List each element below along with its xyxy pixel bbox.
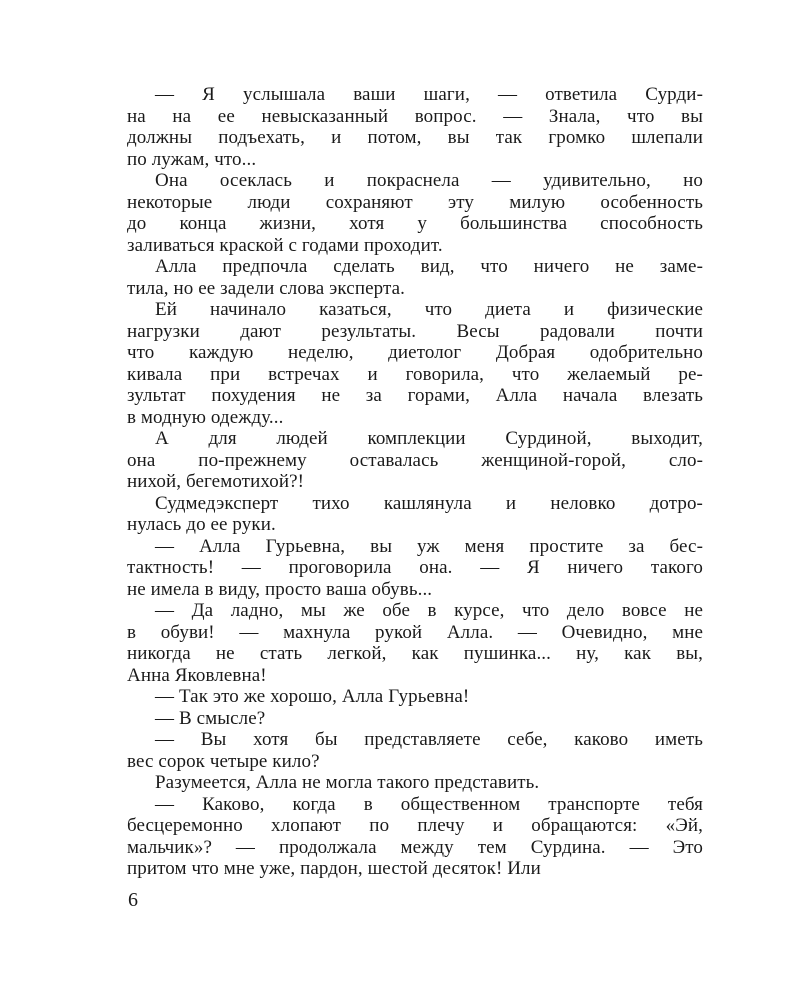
text-line: нулась до ее руки. <box>127 514 276 535</box>
text-line: вес сорок четыре кило? <box>127 750 320 772</box>
paragraph <box>127 708 703 730</box>
text-line: Анна Яковлевна! <box>127 664 267 686</box>
text-line: притом что мне уже, пардон, шестой десяток! Или <box>127 858 541 879</box>
paragraph <box>127 686 703 708</box>
text-line: Алла предпочла сделать вид, что ничего не заме- <box>155 256 703 277</box>
text-line: на на ее невысказанный вопрос. — Знала, что вы <box>127 105 703 127</box>
paragraph <box>127 772 703 794</box>
paragraph <box>127 536 703 601</box>
text-line: Она осеклась и покраснела — удивительно, но <box>155 170 703 191</box>
text-line: она по-прежнему оставалась женщиной-горой, сло- <box>127 449 703 471</box>
text-line: А для людей комплекции Сурдиной, выходит, <box>155 428 703 449</box>
paragraph <box>127 428 703 493</box>
page-number: 6 <box>128 889 138 911</box>
text-line: — Так это же хорошо, Алла Гурьевна! <box>155 686 470 707</box>
text-line: — Алла Гурьевна, вы уж меня простите за бес- <box>155 535 703 557</box>
text-block <box>127 84 703 880</box>
paragraph <box>127 729 703 772</box>
paragraph <box>127 256 703 299</box>
text-line: бесцеремонно хлопают по плечу и обращаются: «Эй, <box>127 815 703 836</box>
text-line: Судмедэксперт тихо кашлянула и неловко дотро- <box>155 492 703 514</box>
paragraph <box>127 84 703 170</box>
text-line: тактность! — проговорила она. — Я ничего такого <box>127 557 703 578</box>
paragraph <box>127 794 703 880</box>
text-line: Ей начинало казаться, что диета и физические <box>155 299 703 320</box>
text-line: — В смысле? <box>155 707 266 729</box>
text-line: — Каково, когда в общественном транспорте тебя <box>155 793 703 815</box>
paragraph <box>127 170 703 256</box>
text-line: нагрузки дают результаты. Весы радовали почти <box>127 320 703 342</box>
paragraph <box>127 493 703 536</box>
text-line: Разумеется, Алла не могла такого представить. <box>155 772 540 793</box>
text-line: тила, но ее задели слова эксперта. <box>127 277 405 299</box>
text-line: нихой, бегемотихой?! <box>127 471 305 492</box>
text-line: в модную одежду... <box>127 406 284 428</box>
text-line: — Вы хотя бы представляете себе, каково иметь <box>155 729 703 750</box>
text-line: мальчик»? — продолжала между тем Сурдина. — Это <box>127 836 703 858</box>
paragraph <box>127 600 703 686</box>
text-line: зультат похудения не за горами, Алла начала влезать <box>127 385 703 406</box>
text-line: до конца жизни, хотя у большинства способность <box>127 213 703 234</box>
text-line: — Я услышала ваши шаги, — ответила Сурди- <box>155 84 703 105</box>
text-line: что каждую неделю, диетолог Добрая одобрительно <box>127 342 703 363</box>
text-line: не имела в виду, просто ваша обувь... <box>127 578 433 600</box>
text-line: в обуви! — махнула рукой Алла. — Очевидно, мне <box>127 621 703 643</box>
paragraph <box>127 299 703 428</box>
text-line: некоторые люди сохраняют эту милую особенность <box>127 191 703 213</box>
text-line: должны подъехать, и потом, вы так громко шлепали <box>127 127 703 148</box>
text-line: кивала при встречах и говорила, что желаемый ре- <box>127 363 703 385</box>
text-line: по лужам, что... <box>127 148 257 170</box>
text-line: никогда не стать легкой, как пушинка... ну, как вы, <box>127 643 703 664</box>
text-line: заливаться краской с годами проходит. <box>127 234 443 256</box>
text-line: — Да ладно, мы же обе в курсе, что дело вовсе не <box>155 600 703 621</box>
